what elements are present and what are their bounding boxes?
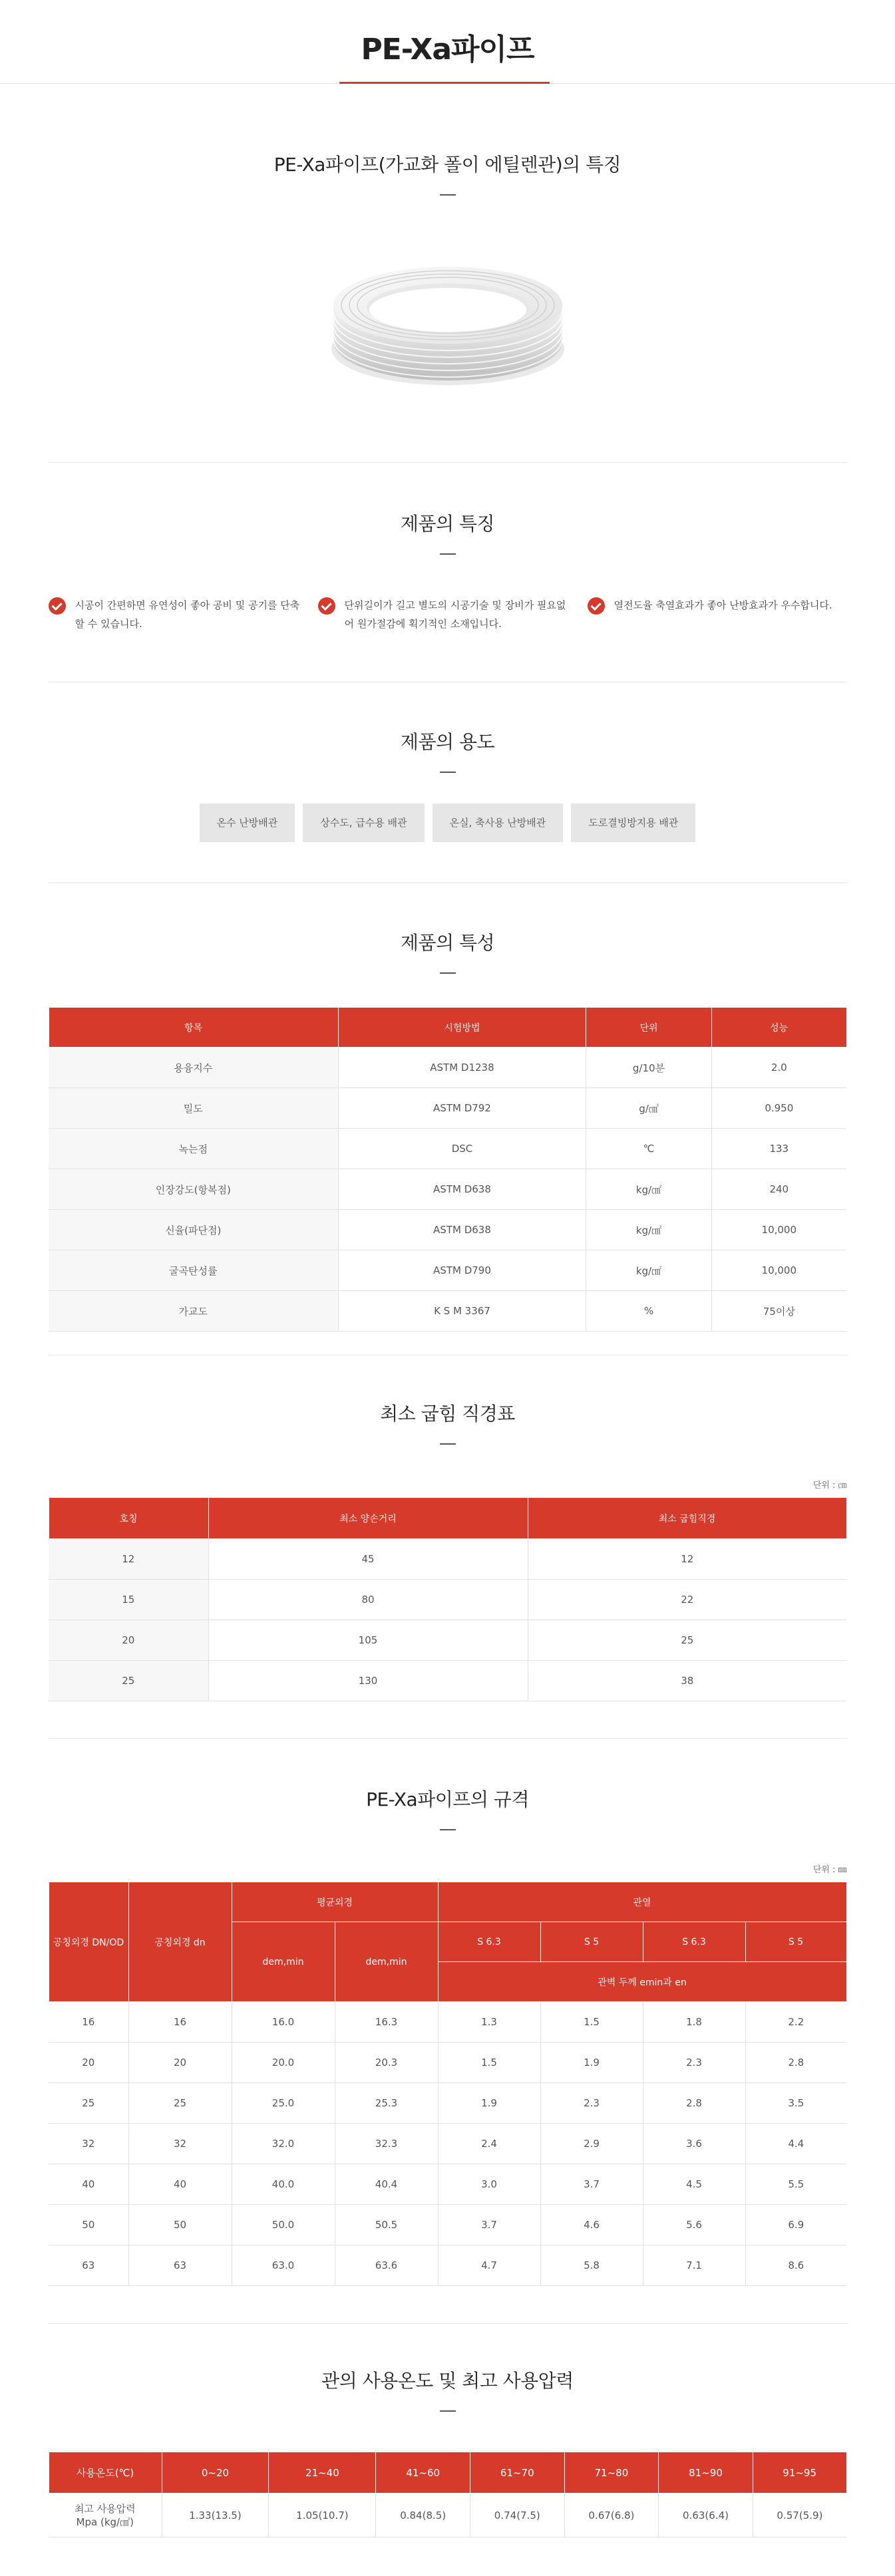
table-cell: 25 [49,1661,208,1701]
table-cell: 50 [49,2205,128,2245]
table-cell: 63.6 [335,2245,438,2286]
table-header: 91~95 [753,2452,846,2494]
table-cell: 인장강도(항복점) [49,1169,338,1210]
table-cell: 16 [128,2002,232,2043]
table-cell: 가교도 [49,1291,338,1332]
table-cell: 2.8 [643,2083,745,2124]
table-cell: ASTM D792 [338,1088,586,1129]
use-tag: 상수도, 급수용 배관 [303,803,424,842]
table-cell: 6.9 [745,2205,846,2245]
table-cell: 12 [528,1539,846,1580]
table-cell: 용융지수 [49,1048,338,1088]
table-row [49,1661,846,1701]
table-cell: 4.7 [438,2245,540,2286]
table-cell: 5.8 [540,2245,643,2286]
table-row [49,1580,846,1620]
table-row [49,1539,846,1580]
feature-text: 단위길이가 길고 별도의 시공기술 및 장비가 필요없어 원가절감에 획기적인 소재입니다. [344,599,566,630]
table-cell: 0.74(7.5) [470,2494,564,2537]
table-header: 관벽 두께 emin과 en [438,1962,846,2002]
table-cell: 15 [49,1580,208,1620]
table-cell: 2.0 [711,1048,846,1088]
table-cell: 105 [208,1620,528,1661]
table-header: 81~90 [659,2452,753,2494]
table-cell: 75이상 [711,1291,846,1332]
table-row [49,2245,846,2286]
table-row [49,2124,846,2164]
table-cell: 50.5 [335,2205,438,2245]
title-bar [440,772,456,773]
table-row [49,1291,846,1332]
table-header: 21~40 [269,2452,376,2494]
feature-item [588,596,847,633]
table-row [49,1169,846,1210]
features-section [49,463,847,682]
table-cell: 25 [128,2083,232,2124]
title-bar [440,2410,456,2412]
table-cell: 32 [128,2124,232,2164]
table-header: 사용온도(℃) [49,2452,162,2494]
title-bar [440,194,456,196]
table-cell: 1.33(13.5) [162,2494,269,2537]
table-cell: 0.84(8.5) [376,2494,470,2537]
table-cell: 16 [49,2002,128,2043]
table-header: 단위 [586,1008,711,1048]
table-cell: 20 [49,2043,128,2083]
table-cell: g/㎤ [586,1088,711,1129]
table-cell: 0.950 [711,1088,846,1129]
table-cell: K S M 3367 [338,1291,586,1332]
content [49,84,847,2563]
temperature-title: 관의 사용온도 및 최고 사용압력 [321,2370,574,2392]
page-header [0,0,895,84]
table-cell: 20 [128,2043,232,2083]
table-row [49,1129,846,1169]
title-underline [339,82,550,84]
table-cell: 32.0 [232,2124,335,2164]
table-cell: 40.0 [232,2164,335,2205]
table-cell: 신율(파단점) [49,1210,338,1250]
table-cell: 16.3 [335,2002,438,2043]
table-cell: 25.0 [232,2083,335,2124]
table-cell: 10,000 [711,1210,846,1250]
properties-table [49,1007,847,1332]
uses-title: 제품의 용도 [400,731,495,753]
check-icon [588,597,605,615]
check-icon [318,597,335,615]
table-header: 최소 굽힘직경 [528,1498,846,1539]
table-cell: 130 [208,1661,528,1701]
title-bar [440,1443,456,1445]
row-label-line: 최고 사용압력 [74,2502,136,2515]
table-cell: kg/㎠ [586,1169,711,1210]
table-cell: DSC [338,1129,586,1169]
feature-text: 열전도율 축열효과가 좋아 난방효과가 우수합니다. [614,599,832,611]
table-cell: ASTM D638 [338,1210,586,1250]
table-cell: 3.7 [438,2205,540,2245]
table-cell: 3.6 [643,2124,745,2164]
table-header: 평균외경 [232,1882,438,1922]
table-cell: 20.0 [232,2043,335,2083]
use-tag: 온수 난방배관 [200,803,295,842]
use-tag: 온실, 축사용 난방배관 [433,803,564,842]
table-cell: 22 [528,1580,846,1620]
table-cell: 2.2 [745,2002,846,2043]
table-row [49,1048,846,1088]
table-cell: 1.9 [438,2083,540,2124]
table-cell: 3.0 [438,2164,540,2205]
feature-item [318,596,578,633]
table-header: 성능 [711,1008,846,1048]
table-cell: 80 [208,1580,528,1620]
table-cell: 굴곡탄성률 [49,1250,338,1291]
uses-list [49,803,847,842]
table-cell: 25 [528,1620,846,1661]
table-header: 71~80 [564,2452,659,2494]
table-cell: 8.6 [745,2245,846,2286]
intro-title: PE-Xa파이프(가교화 폴이 에틸렌관)의 특징 [273,154,622,176]
features-list [49,596,847,633]
table-cell: 1.5 [438,2043,540,2083]
table-header: S 5 [540,1922,643,1962]
table-cell: 4.4 [745,2124,846,2164]
title-bar [440,1829,456,1830]
table-cell: 0.63(6.4) [659,2494,753,2537]
table-cell: 10,000 [711,1250,846,1291]
table-cell: 40 [128,2164,232,2205]
table-cell: 32 [49,2124,128,2164]
table-header: S 6.3 [438,1922,540,1962]
bend-title: 최소 굽힘 직경표 [380,1403,515,1425]
table-cell: 녹는점 [49,1129,338,1169]
table-cell: kg/㎠ [586,1250,711,1291]
unit-label: 단위 : ㎝ [812,1481,847,1491]
table-cell: 0.67(6.8) [564,2494,659,2537]
pipe-coil-image [328,249,568,388]
table-cell: 1.3 [438,2002,540,2043]
table-cell: 1.5 [540,2002,643,2043]
table-row [49,1250,846,1291]
table-header: 관열 [438,1882,846,1922]
check-icon [49,597,66,615]
table-cell: 25 [49,2083,128,2124]
spec-table [49,1882,847,2286]
table-cell: % [586,1291,711,1332]
table-header: 61~70 [470,2452,564,2494]
table-cell: 50.0 [232,2205,335,2245]
table-row [49,2494,846,2537]
table-cell: 3.7 [540,2164,643,2205]
bend-section [49,1356,847,1739]
table-cell: 1.05(10.7) [269,2494,376,2537]
spec-title: PE-Xa파이프의 규격 [366,1789,529,1810]
table-cell: g/10분 [586,1048,711,1088]
table-header: dem,min [335,1922,438,2002]
title-bar [440,972,456,974]
temperature-section [49,2324,847,2563]
properties-title: 제품의 특성 [400,932,495,954]
table-header: dem,min [232,1922,335,2002]
table-header: 시험방법 [338,1008,586,1048]
table-cell: 2.3 [643,2043,745,2083]
table-row [49,1620,846,1661]
feature-item [49,596,308,633]
table-row [49,1210,846,1250]
table-cell: 240 [711,1169,846,1210]
table-cell: kg/㎠ [586,1210,711,1250]
feature-text: 시공이 간편하면 유연성이 좋아 공비 및 공기를 단축할 수 있습니다. [75,599,300,630]
title-bar [440,553,456,555]
table-cell: 20.3 [335,2043,438,2083]
table-cell: 25.3 [335,2083,438,2124]
table-cell: 4.6 [540,2205,643,2245]
table-cell: 133 [711,1129,846,1169]
table-header: 항목 [49,1008,338,1048]
table-row [49,2002,846,2043]
table-cell: ASTM D1238 [338,1048,586,1088]
uses-section [49,682,847,883]
table-cell: 50 [128,2205,232,2245]
table-cell: 63.0 [232,2245,335,2286]
table-row [49,2205,846,2245]
table-row [49,2164,846,2205]
row-label-line: Mpa (kg/㎠) [76,2515,134,2528]
table-cell-label [49,2494,162,2537]
table-cell: 63 [49,2245,128,2286]
table-header: 41~60 [376,2452,470,2494]
table-cell: 40 [49,2164,128,2205]
table-header: S 5 [745,1922,846,1962]
table-header: 호칭 [49,1498,208,1539]
table-cell: 16.0 [232,2002,335,2043]
table-cell: 5.6 [643,2205,745,2245]
table-header: 공칭외경 DN/OD [49,1882,128,2002]
table-cell: 38 [528,1661,846,1701]
use-tag: 도로결빙방지용 배관 [571,803,695,842]
table-cell: 40.4 [335,2164,438,2205]
table-cell: 2.8 [745,2043,846,2083]
table-cell: 밀도 [49,1088,338,1129]
bend-table [49,1497,847,1701]
unit-label: 단위 : ㎜ [812,1865,847,1875]
table-cell: 2.4 [438,2124,540,2164]
table-header: 0~20 [162,2452,269,2494]
temperature-table [49,2452,847,2537]
table-cell: 2.9 [540,2124,643,2164]
table-cell: 2.3 [540,2083,643,2124]
table-cell: 7.1 [643,2245,745,2286]
table-header: 최소 양손거리 [208,1498,528,1539]
table-cell: 63 [128,2245,232,2286]
table-cell: 20 [49,1620,208,1661]
table-cell: ASTM D790 [338,1250,586,1291]
table-cell: ASTM D638 [338,1169,586,1210]
table-cell: 5.5 [745,2164,846,2205]
table-cell: 0.57(5.9) [753,2494,846,2537]
properties-section [49,883,847,1356]
table-header: S 6.3 [643,1922,745,1962]
intro-section [49,84,847,463]
table-cell: 12 [49,1539,208,1580]
table-cell: 1.8 [643,2002,745,2043]
table-cell: 45 [208,1539,528,1580]
table-cell: 1.9 [540,2043,643,2083]
table-cell: 32.3 [335,2124,438,2164]
table-header: 공칭외경 dn [128,1882,232,2002]
table-cell: 4.5 [643,2164,745,2205]
page-title: PE-Xa파이프 [361,33,534,67]
spec-section [49,1739,847,2324]
table-cell: 3.5 [745,2083,846,2124]
table-row [49,2043,846,2083]
features-title: 제품의 특징 [400,513,495,535]
table-row [49,1088,846,1129]
table-cell: ℃ [586,1129,711,1169]
table-row [49,2083,846,2124]
